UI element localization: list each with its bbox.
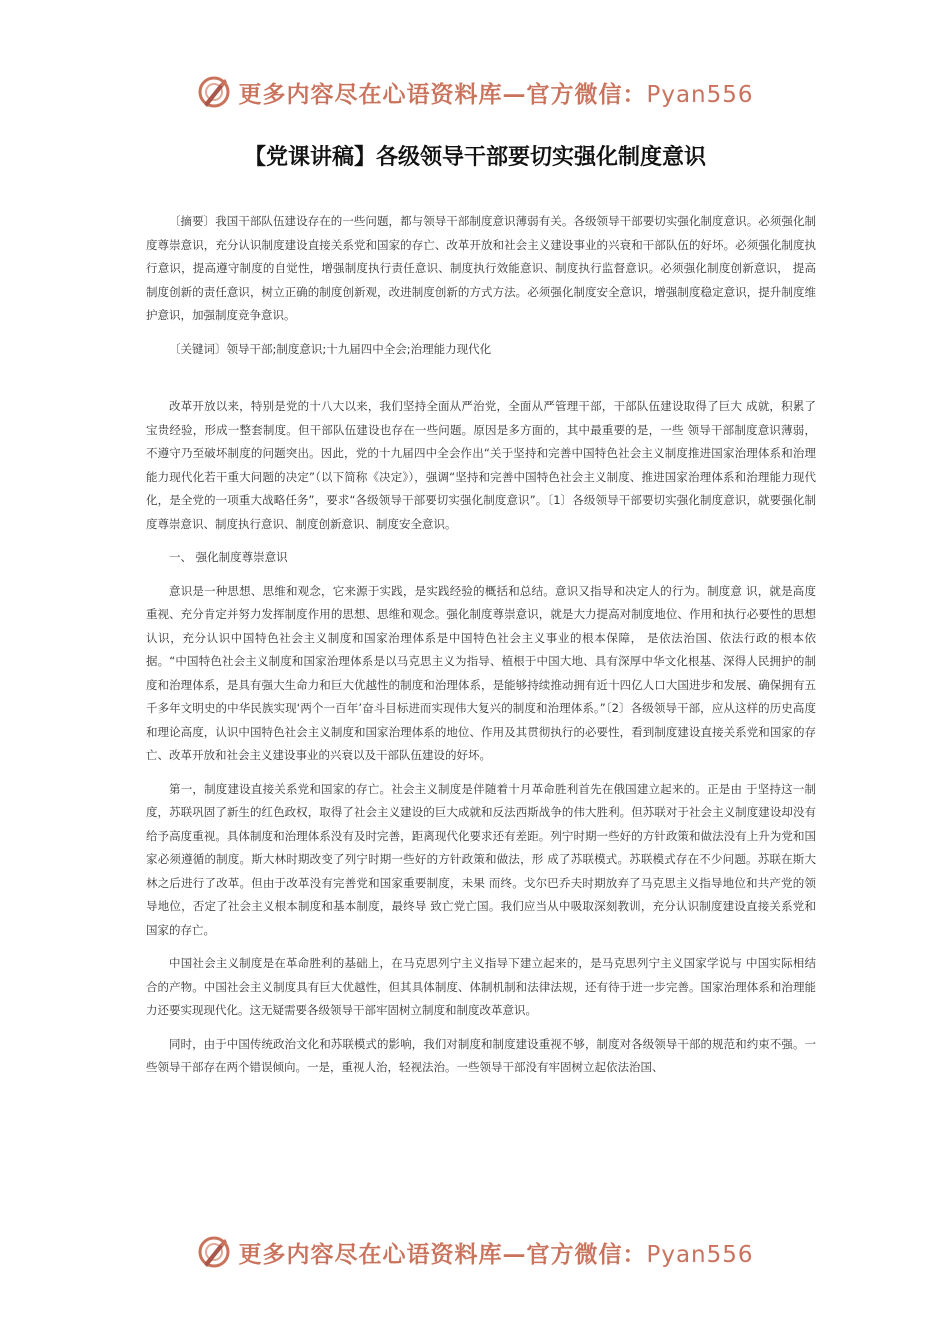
body-paragraph: 意识是一种思想、思维和观念，它来源于实践，是实践经验的概括和总结。意识又指导和决定人的行为。制度意 识，就是高度重视、充分肯定并努力发挥制度作用的思想、思维和观念。强化制度尊崇意识，就是大力提高对制度地位、作用和执行必要性的思想认识，充分认识中国特色社会主义制度和国家治理体系是中国特色社会主义事业的根本保障， 是依法治国、依法行政的根本依据。“中国特色社会主义制度和国家治理体系是以马克思主义为指导、植根于中国大地、具有深厚中华文化根基、深得人民拥护的制度和治理体系，是具有强大生命力和巨大优越性的制度和治理体系，是能够持续推动拥有近十四亿人口大国进步和发展、确保拥有五千多年文明史的中华民族实现‘两个一百年’奋斗目标进而实现伟大复兴的制度和治理体系。”〔2〕各级领导干部，应从这样的历史高度和理论高度，认识中国特色社会主义制度和国家治理体系的地位、作用及其贯彻执行的必要性，看到制度建设直接关系党和国家的存亡、改革开放和社会主义建设事业的兴衰以及干部队伍建设的好坏。 bbox=[146, 583, 816, 762]
banner-text: 更多内容尽在心语资料库—官方微信：Pyan556 bbox=[238, 1240, 754, 1268]
document-body bbox=[146, 210, 816, 1090]
body-paragraph: 第一，制度建设直接关系党和国家的存亡。社会主义制度是伴随着十月革命胜利首先在俄国建立起来的。正是由 于坚持这一制度，苏联巩固了新生的红色政权，取得了社会主义建设的巨大成就和反法西斯战争的伟大胜利。但苏联对于社会主义制度建设却没有给予高度重视。具体制度和治理体系没有及时完善，距离现代化要求还有差距。列宁时期一些好的方针政策和做法没有上升为党和国家必须遵循的制度。斯大林时期改变了列宁时期一些好的方针政策和做法，形 成了苏联模式。苏联模式存在不少问题。苏联在斯大林之后进行了改革。但由于改革没有完善党和国家重要制度，未果 而终。戈尔巴乔夫时期放弃了马克思主义指导地位和共产党的领导地位，否定了社会主义根本制度和基本制度，最终导 致亡党亡国。我们应当从中吸取深刻教训，充分认识制度建设直接关系党和国家的存亡。 bbox=[146, 781, 816, 937]
document-title: 【党课讲稿】各级领导干部要切实强化制度意识 bbox=[243, 145, 706, 170]
footer-watermark-banner bbox=[0, 1232, 950, 1272]
abstract-paragraph: 〔摘要〕我国干部队伍建设存在的一些问题，都与领导干部制度意识薄弱有关。各级领导干部要切实强化制度意识。必须强化制度尊崇意识，充分认识制度建设直接关系党和国家的存亡、改革开放和社会主义建设事业的兴衰和干部队伍的好坏。必须强化制度执行意识，提高遵守制度的自觉性，增强制度执行责任意识、制度执行效能意识、制度执行监督意识。必须强化制度创新意识， 提高制度创新的责任意识，树立正确的制度创新观，改进制度创新的方式方法。必须强化制度安全意识，增强制度稳定意识，提升制度维护意识，加强制度竞争意识。 bbox=[146, 214, 816, 322]
keywords-paragraph: 〔关键词〕领导干部;制度意识;十九届四中全会;治理能力现代化 bbox=[169, 341, 492, 356]
intro-paragraph: 改革开放以来，特别是党的十八大以来，我们坚持全面从严治党，全面从严管理干部，干部队伍建设取得了巨大 成就，积累了宝贵经验，形成一整套制度。但干部队伍建设也存在一些问题。原因是多方面的，其中最重要的是，一些 领导干部制度意识薄弱，不遵守乃至破坏制度的问题突出。因此，党的十九届四中全会作出“关于坚持和完善中国特色社会主义制度推进国家治理体系和治理能力现代化若干重大问题的决定”（以下简称《决定》），强调“坚持和完善中国特色社会主义制度、推进国家治理体系和治理能力现代化，是全党的一项重大战略任务”，要求“各级领导干部要切实强化制度意识”。〔1〕各级领导干部要切实强化制度意识，就要强化制度尊崇意识、制度执行意识、制度创新意识、制度安全意识。 bbox=[146, 399, 816, 531]
pen-logo-icon bbox=[196, 74, 232, 110]
section-heading: 一、 强化制度尊崇意识 bbox=[169, 550, 288, 564]
banner-text: 更多内容尽在心语资料库—官方微信：Pyan556 bbox=[238, 80, 754, 108]
header-watermark-banner bbox=[0, 72, 950, 112]
body-paragraph: 中国社会主义制度是在革命胜利的基础上，在马克思列宁主义指导下建立起来的，是马克思列宁主义国家学说与 中国实际相结合的产物。中国社会主义制度具有巨大优越性，但其具体制度、体制机制和法律法规，还有待于进一步完善。国家治理体系和治理能力还要实现现代化。这无疑需要各级领导干部牢固树立制度和制度改革意识。 bbox=[146, 956, 816, 1017]
pen-logo-icon bbox=[196, 1234, 232, 1270]
body-paragraph: 同时，由于中国传统政治文化和苏联模式的影响，我们对制度和制度建设重视不够，制度对各级领导干部的规范和约束不强。一些领导干部存在两个错误倾向。一是，重视人治，轻视法治。一些领导干部没有牢固树立起依法治国、 bbox=[146, 1036, 816, 1074]
